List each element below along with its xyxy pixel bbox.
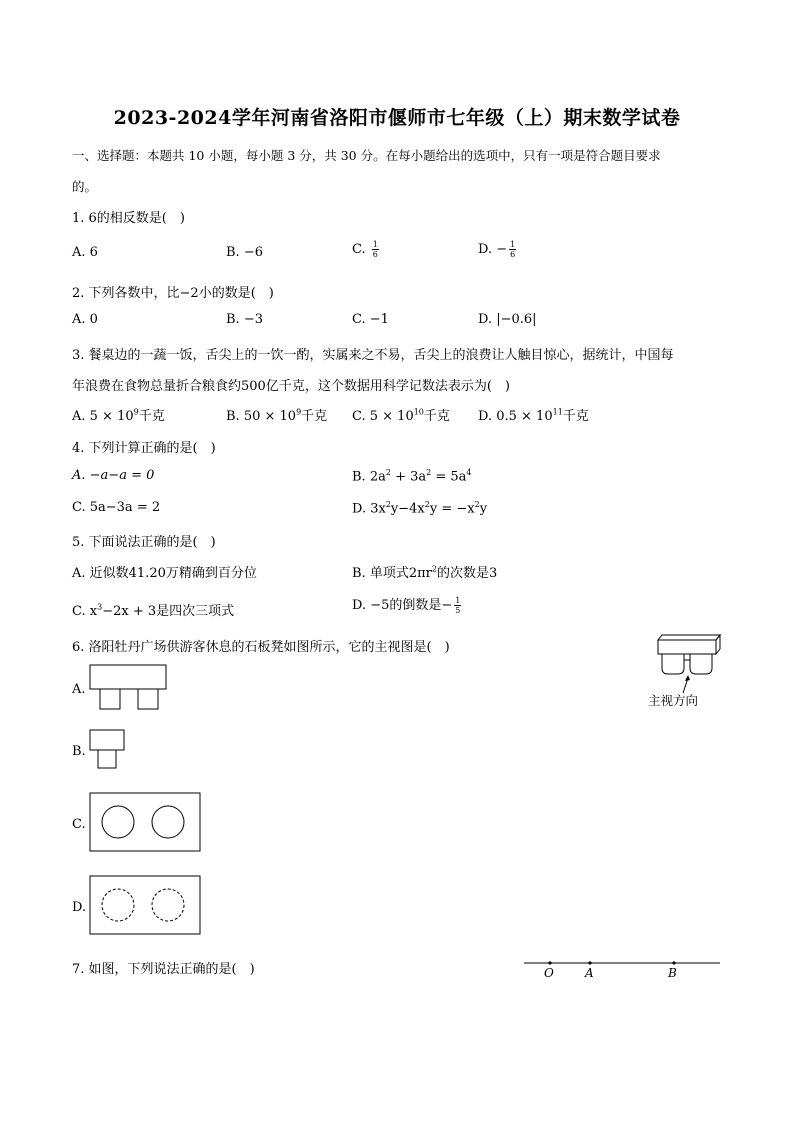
term: D. 3x (352, 501, 386, 517)
option-text: C. 5 × 10 (352, 409, 414, 424)
term: + 3a (390, 469, 427, 485)
exponent: 2 (385, 500, 391, 509)
option-text: B. 50 × 10 (226, 409, 297, 424)
option-c-label: C. (72, 817, 86, 832)
denominator: 6 (510, 250, 516, 259)
option-c (72, 600, 234, 619)
term: B. 单项式2πr (352, 566, 432, 581)
exponent: 11 (552, 407, 563, 417)
section-header-line1: 一、选择题：本题共 10 小题，每小题 3 分，共 30 分。在每小题给出的选项中，只有一项是符合题目要求 (72, 148, 661, 163)
fraction (454, 596, 461, 615)
option-b: B. −6 (226, 245, 263, 260)
option-b: B. −3 (226, 312, 263, 327)
arrow-head-icon (685, 675, 690, 681)
term: y (479, 501, 488, 517)
option-b-figure (88, 729, 128, 771)
term: y = −x (429, 501, 475, 517)
number-line-figure (522, 955, 722, 985)
option-c: C. −1 (352, 312, 389, 327)
option-text: D. 0.5 × 10 (478, 409, 553, 424)
option-b-label: B. (72, 744, 86, 759)
question-stem-line1: 3. 餐桌边的一蔬一饭，舌尖上的一饮一酌，实属来之不易，舌尖上的浪费让人触目惊心，据统计，中国每 (72, 348, 674, 363)
question-stem: 6. 洛阳牡丹广场供游客休息的石板凳如图所示，它的主视图是( ) (72, 640, 450, 655)
option-unit: 千克 (138, 409, 165, 424)
option-c: C. 5a−3a = 2 (72, 500, 161, 515)
exponent: 2 (385, 468, 391, 477)
numerator: 1 (372, 240, 378, 249)
page-title: 2023-2024学年河南省洛阳市偃师市七年级（上）期末数学试卷 (113, 107, 681, 129)
option-unit: 千克 (562, 409, 589, 424)
view-direction-label: 主视方向 (648, 693, 699, 708)
term: 的次数是3 (436, 566, 498, 581)
point-label: B (668, 966, 677, 980)
denominator: 6 (372, 250, 378, 259)
question-stem: 2. 下列各数中，比−2小的数是( ) (72, 286, 274, 301)
option-a-label: A. (72, 682, 86, 697)
option-label: C. (352, 242, 370, 257)
option-label: D. −5的倒数是− (352, 598, 453, 613)
option-a (72, 405, 165, 424)
option-b (226, 405, 327, 424)
option-d (478, 240, 516, 259)
option-c-figure (88, 792, 202, 854)
option-a: A. 近似数41.20万精确到百分位 (72, 566, 257, 581)
term: y−4x (390, 501, 425, 517)
option-d-label: D. (72, 900, 87, 915)
exponent: 2 (474, 500, 480, 509)
exponent: 9 (296, 407, 302, 417)
question-stem: 7. 如图，下列说法正确的是( ) (72, 962, 255, 977)
exponent: 2 (426, 468, 432, 477)
fraction (509, 240, 516, 259)
denominator: 5 (455, 606, 461, 615)
option-a: A. −a−a = 0 (72, 468, 155, 483)
option-unit: 千克 (423, 409, 450, 424)
option-d (352, 500, 487, 516)
option-a: A. 0 (72, 312, 98, 327)
option-d (352, 594, 461, 615)
option-label: D. − (478, 242, 508, 257)
fraction (372, 240, 379, 259)
exponent: 4 (466, 468, 472, 477)
question-stem: 4. 下列计算正确的是( ) (72, 441, 216, 456)
option-c (352, 240, 379, 259)
option-d: D. |−0.6| (478, 312, 537, 327)
section-header-line2: 的。 (72, 179, 98, 194)
option-d (478, 405, 589, 424)
option-text: A. 5 × 10 (72, 409, 134, 424)
option-b (352, 562, 497, 581)
point-label: A (585, 966, 594, 980)
option-a-figure (88, 664, 170, 712)
option-b (352, 468, 472, 484)
question-stem: 1. 6的相反数是( ) (72, 211, 185, 226)
exponent: 10 (413, 407, 424, 417)
exponent: 9 (133, 407, 139, 417)
option-d-figure (88, 875, 202, 937)
question-stem-line2: 年浪费在食物总量折合粮食约500亿千克，这个数据用科学记数法表示为( ) (72, 379, 510, 394)
exponent: 2 (424, 500, 430, 509)
point-label: O (544, 966, 554, 980)
option-a: A. 6 (72, 245, 98, 260)
term: −2x + 3是四次三项式 (102, 604, 235, 619)
exponent: 2 (431, 564, 437, 574)
numerator: 1 (455, 596, 461, 605)
numerator: 1 (510, 240, 516, 249)
option-unit: 千克 (301, 409, 328, 424)
term: = 5a (431, 469, 467, 485)
exponent: 3 (97, 602, 103, 612)
term: C. x (72, 604, 98, 619)
question-stem: 5. 下面说法正确的是( ) (72, 535, 216, 550)
term: B. 2a (352, 469, 386, 485)
option-c (352, 405, 450, 424)
